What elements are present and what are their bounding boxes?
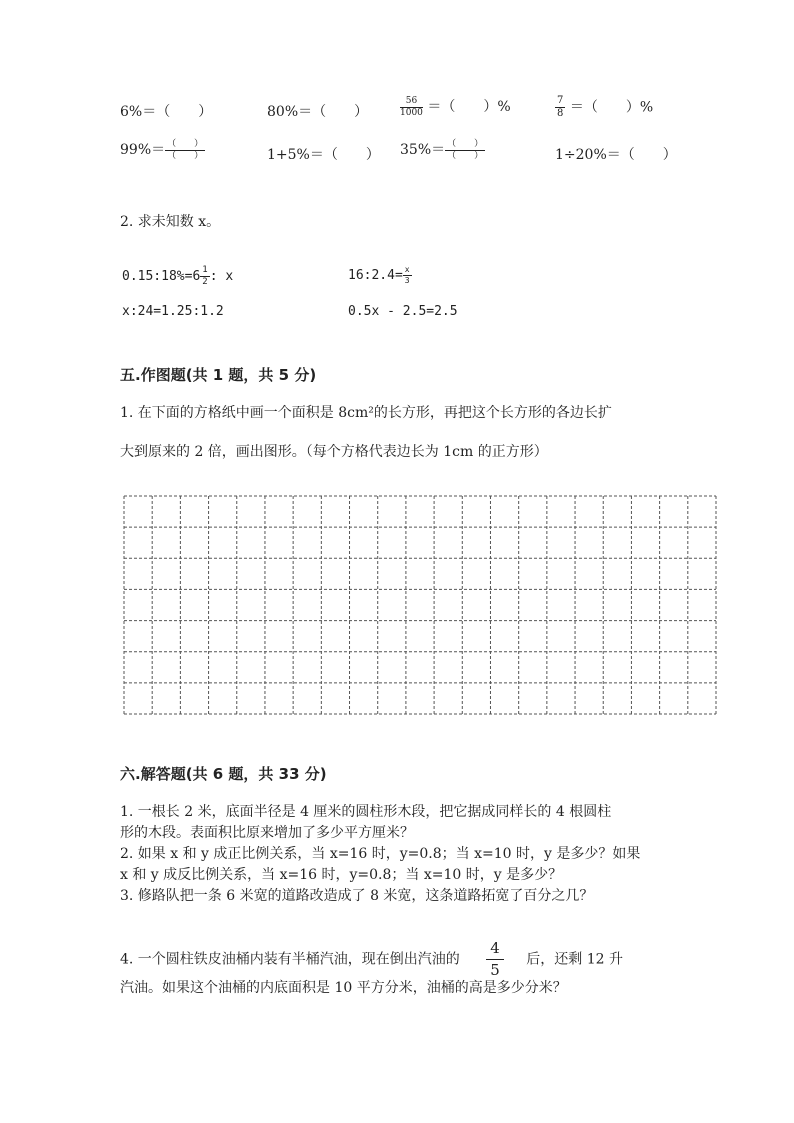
frac-numerator: （ ）	[167, 138, 204, 149]
frac-numerator: 7	[557, 95, 564, 106]
equation-4: 0.5x - 2.5=2.5	[348, 304, 458, 319]
conv-lead: 99%＝	[120, 142, 166, 158]
square-grid	[120, 492, 720, 718]
frac-denominator: 3	[404, 276, 410, 285]
conv-35pct	[400, 139, 485, 161]
equation-3: x:24=1.25:1.2	[122, 304, 224, 319]
eq-tail: : x	[209, 269, 234, 284]
section5-q1-line1: 1. 在下面的方格纸中画一个面积是 8cm²的长方形，再把这个长方形的各边长扩	[120, 405, 612, 421]
conv-lead: 35%＝	[400, 142, 446, 158]
equation-2	[348, 266, 412, 285]
section6-heading: 六.解答题(共 6 题，共 33 分)	[120, 765, 327, 783]
section6-q4-line1	[120, 941, 623, 978]
conv-tail: ＝（ ）%	[569, 99, 654, 116]
section6-q1-line2: 形的木段。表面积比原来增加了多少平方厘米？	[120, 825, 414, 841]
eq-lead: 16:2.4=	[348, 268, 403, 283]
conv-99pct	[120, 139, 205, 161]
q4-lead: 4. 一个圆柱铁皮油桶内装有半桶汽油，现在倒出汽油的	[120, 951, 460, 968]
frac-denominator: 8	[557, 108, 564, 119]
frac-numerator: 4	[486, 941, 504, 960]
frac-denominator: （ ）	[167, 150, 204, 161]
frac-denominator: 1000	[400, 107, 423, 118]
q4-tail: 后，还剩 12 升	[526, 951, 623, 968]
conv-80pct: 80%＝（ ）	[267, 104, 369, 120]
section5-q1-line2: 大到原来的 2 倍，画出图形。（每个方格代表边长为 1cm 的正方形）	[120, 444, 548, 460]
frac-denominator: 2	[202, 277, 208, 287]
eq-lead: 0.15:18%=6	[122, 269, 201, 284]
section6-q3: 3. 修路队把一条 6 米宽的道路改造成了 8 米宽，这条道路拓宽了百分之几？	[120, 888, 594, 904]
conv-tail: ＝（ ）%	[427, 99, 511, 115]
conv-56-1000	[400, 96, 511, 118]
section5-heading: 五.作图题(共 1 题，共 5 分)	[120, 366, 317, 384]
conv-6pct: 6%＝（ ）	[120, 104, 213, 120]
frac-denominator: （ ）	[447, 150, 484, 161]
frac-numerator: （ ）	[447, 138, 484, 149]
section6-q2-line2: x 和 y 成反比例关系，当 x=16 时，y=0.8；当 x=10 时，y 是多少？	[120, 867, 563, 883]
section6-q1-line1: 1. 一根长 2 米，底面半径是 4 厘米的圆柱形木段，把它据成同样长的 4 根圆柱	[120, 804, 612, 820]
conv-1plus5pct: 1+5%＝（ ）	[267, 147, 380, 163]
frac-numerator: 1	[202, 265, 208, 275]
equation-1	[122, 266, 233, 287]
frac-denominator: 5	[490, 961, 500, 979]
conv-1div20pct: 1÷20%＝（ ）	[555, 147, 677, 163]
section6-q4-line2: 汽油。如果这个油桶的内底面积是 10 平方分米，油桶的高是多少分米？	[120, 980, 567, 996]
q2-title: 2. 求未知数 x。	[120, 214, 221, 230]
section6-q2-line1: 2. 如果 x 和 y 成正比例关系，当 x=16 时，y=0.8；当 x=10 时，y 是多少？如果	[120, 846, 641, 862]
frac-numerator: x	[404, 265, 410, 274]
conv-7-8	[555, 96, 653, 119]
frac-numerator: 56	[400, 97, 423, 108]
